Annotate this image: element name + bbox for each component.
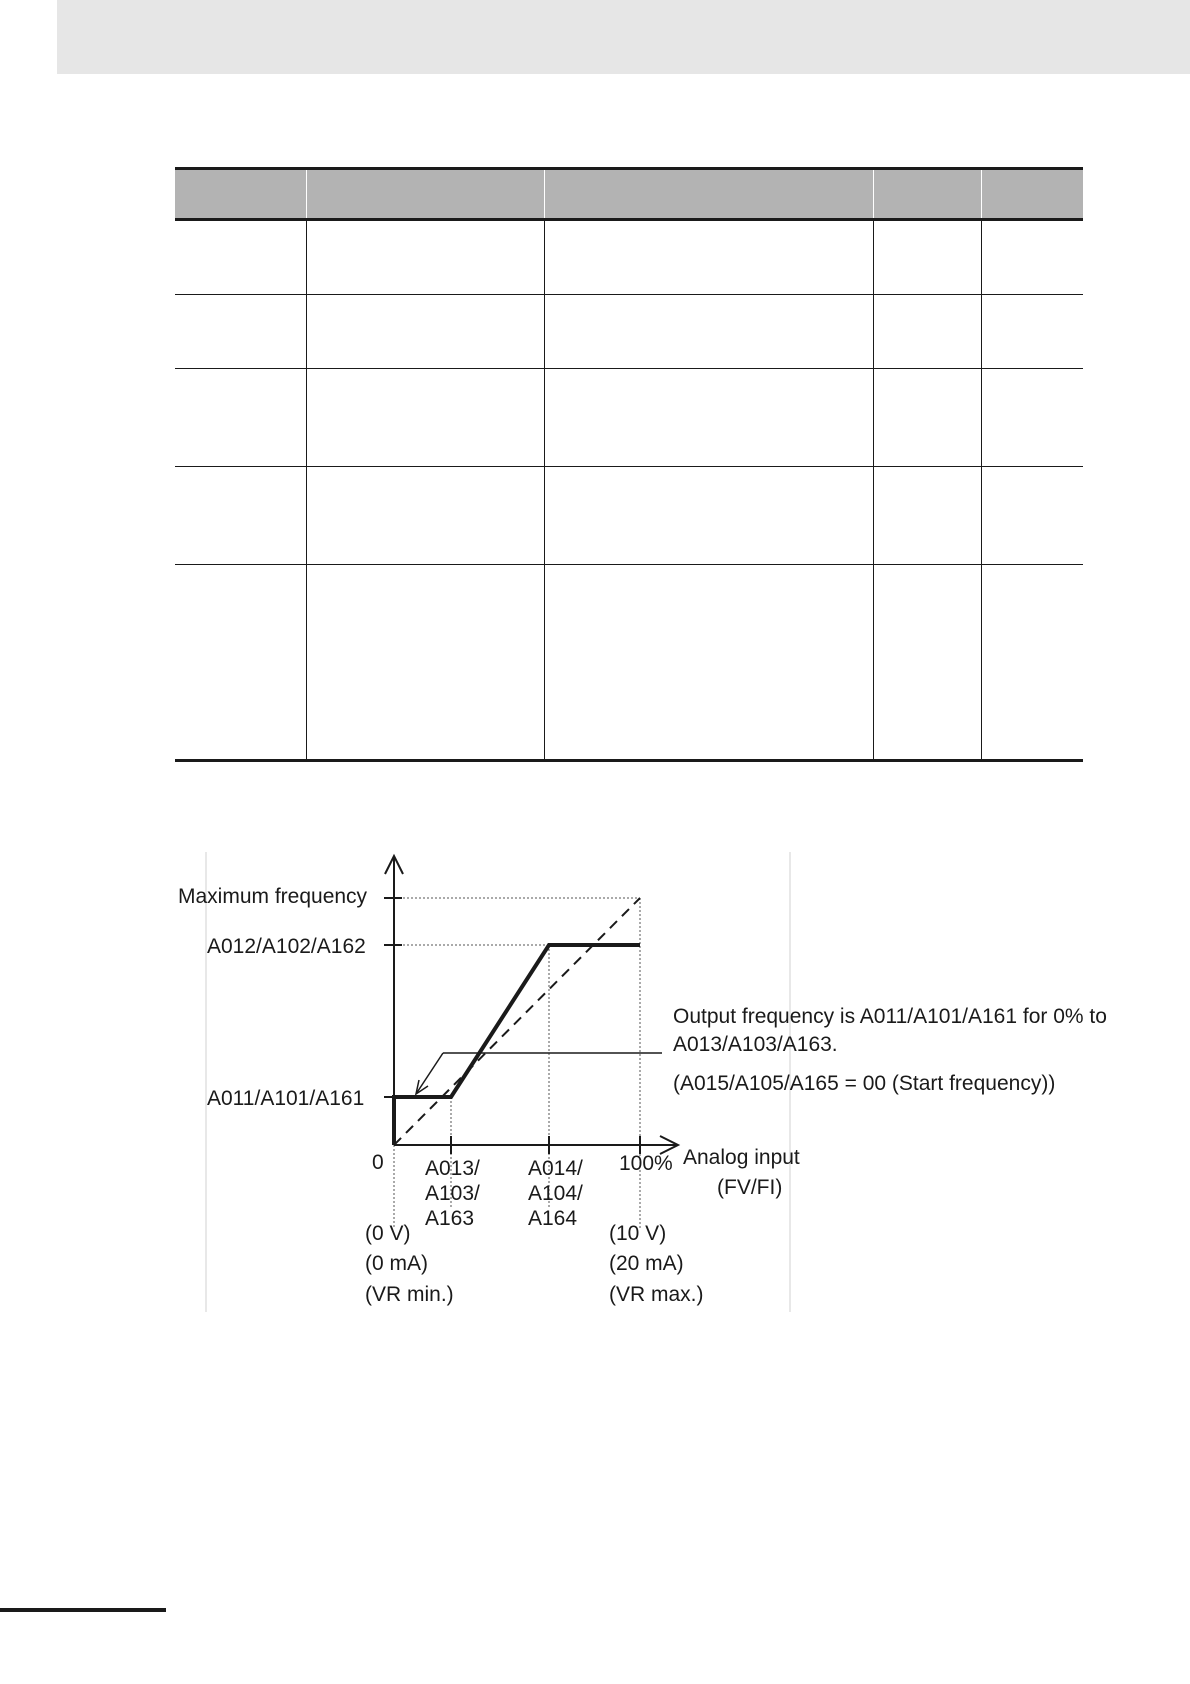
callout-pointer (416, 1053, 443, 1094)
max-note-current: (20 mA) (609, 1252, 684, 1275)
min-note-voltage: (0 V) (365, 1222, 411, 1245)
callout-line3: (A015/A105/A165 = 00 (Start frequency)) (673, 1072, 1056, 1095)
callout-line2: A013/A103/A163. (673, 1033, 838, 1056)
x-tick-label-a013-line1: A013/ (425, 1157, 480, 1180)
x-tick-label-a013-line2: A103/ (425, 1182, 480, 1205)
x-tick-label-a014-line2: A104/ (528, 1182, 583, 1205)
footer-rule (0, 1608, 166, 1612)
y-label-max-frequency: Maximum frequency (178, 885, 368, 908)
frequency-curve (394, 945, 640, 1145)
x-tick-label-a014-line3: A164 (528, 1207, 578, 1230)
reference-dashed-line (394, 898, 640, 1145)
x-tick-label-a014-line1: A014/ (528, 1157, 583, 1180)
x-axis-label-line2: (FV/FI) (717, 1176, 783, 1199)
min-note-vr: (VR min.) (365, 1283, 454, 1306)
x-tick-label-100: 100% (619, 1152, 673, 1175)
origin-label: 0 (372, 1151, 384, 1174)
max-note-voltage: (10 V) (609, 1222, 667, 1245)
callout-line1: Output frequency is A011/A101/A161 for 0% to (673, 1005, 1107, 1028)
callout-arrowhead (416, 1080, 428, 1094)
x-axis-label-line1: Analog input (683, 1146, 800, 1169)
max-note-vr: (VR max.) (609, 1283, 704, 1306)
y-label-a011: A011/A101/A161 (207, 1087, 365, 1110)
x-tick-label-a013-line3: A163 (425, 1207, 475, 1230)
min-note-current: (0 mA) (365, 1252, 428, 1275)
y-label-a012: A012/A102/A162 (207, 935, 366, 958)
